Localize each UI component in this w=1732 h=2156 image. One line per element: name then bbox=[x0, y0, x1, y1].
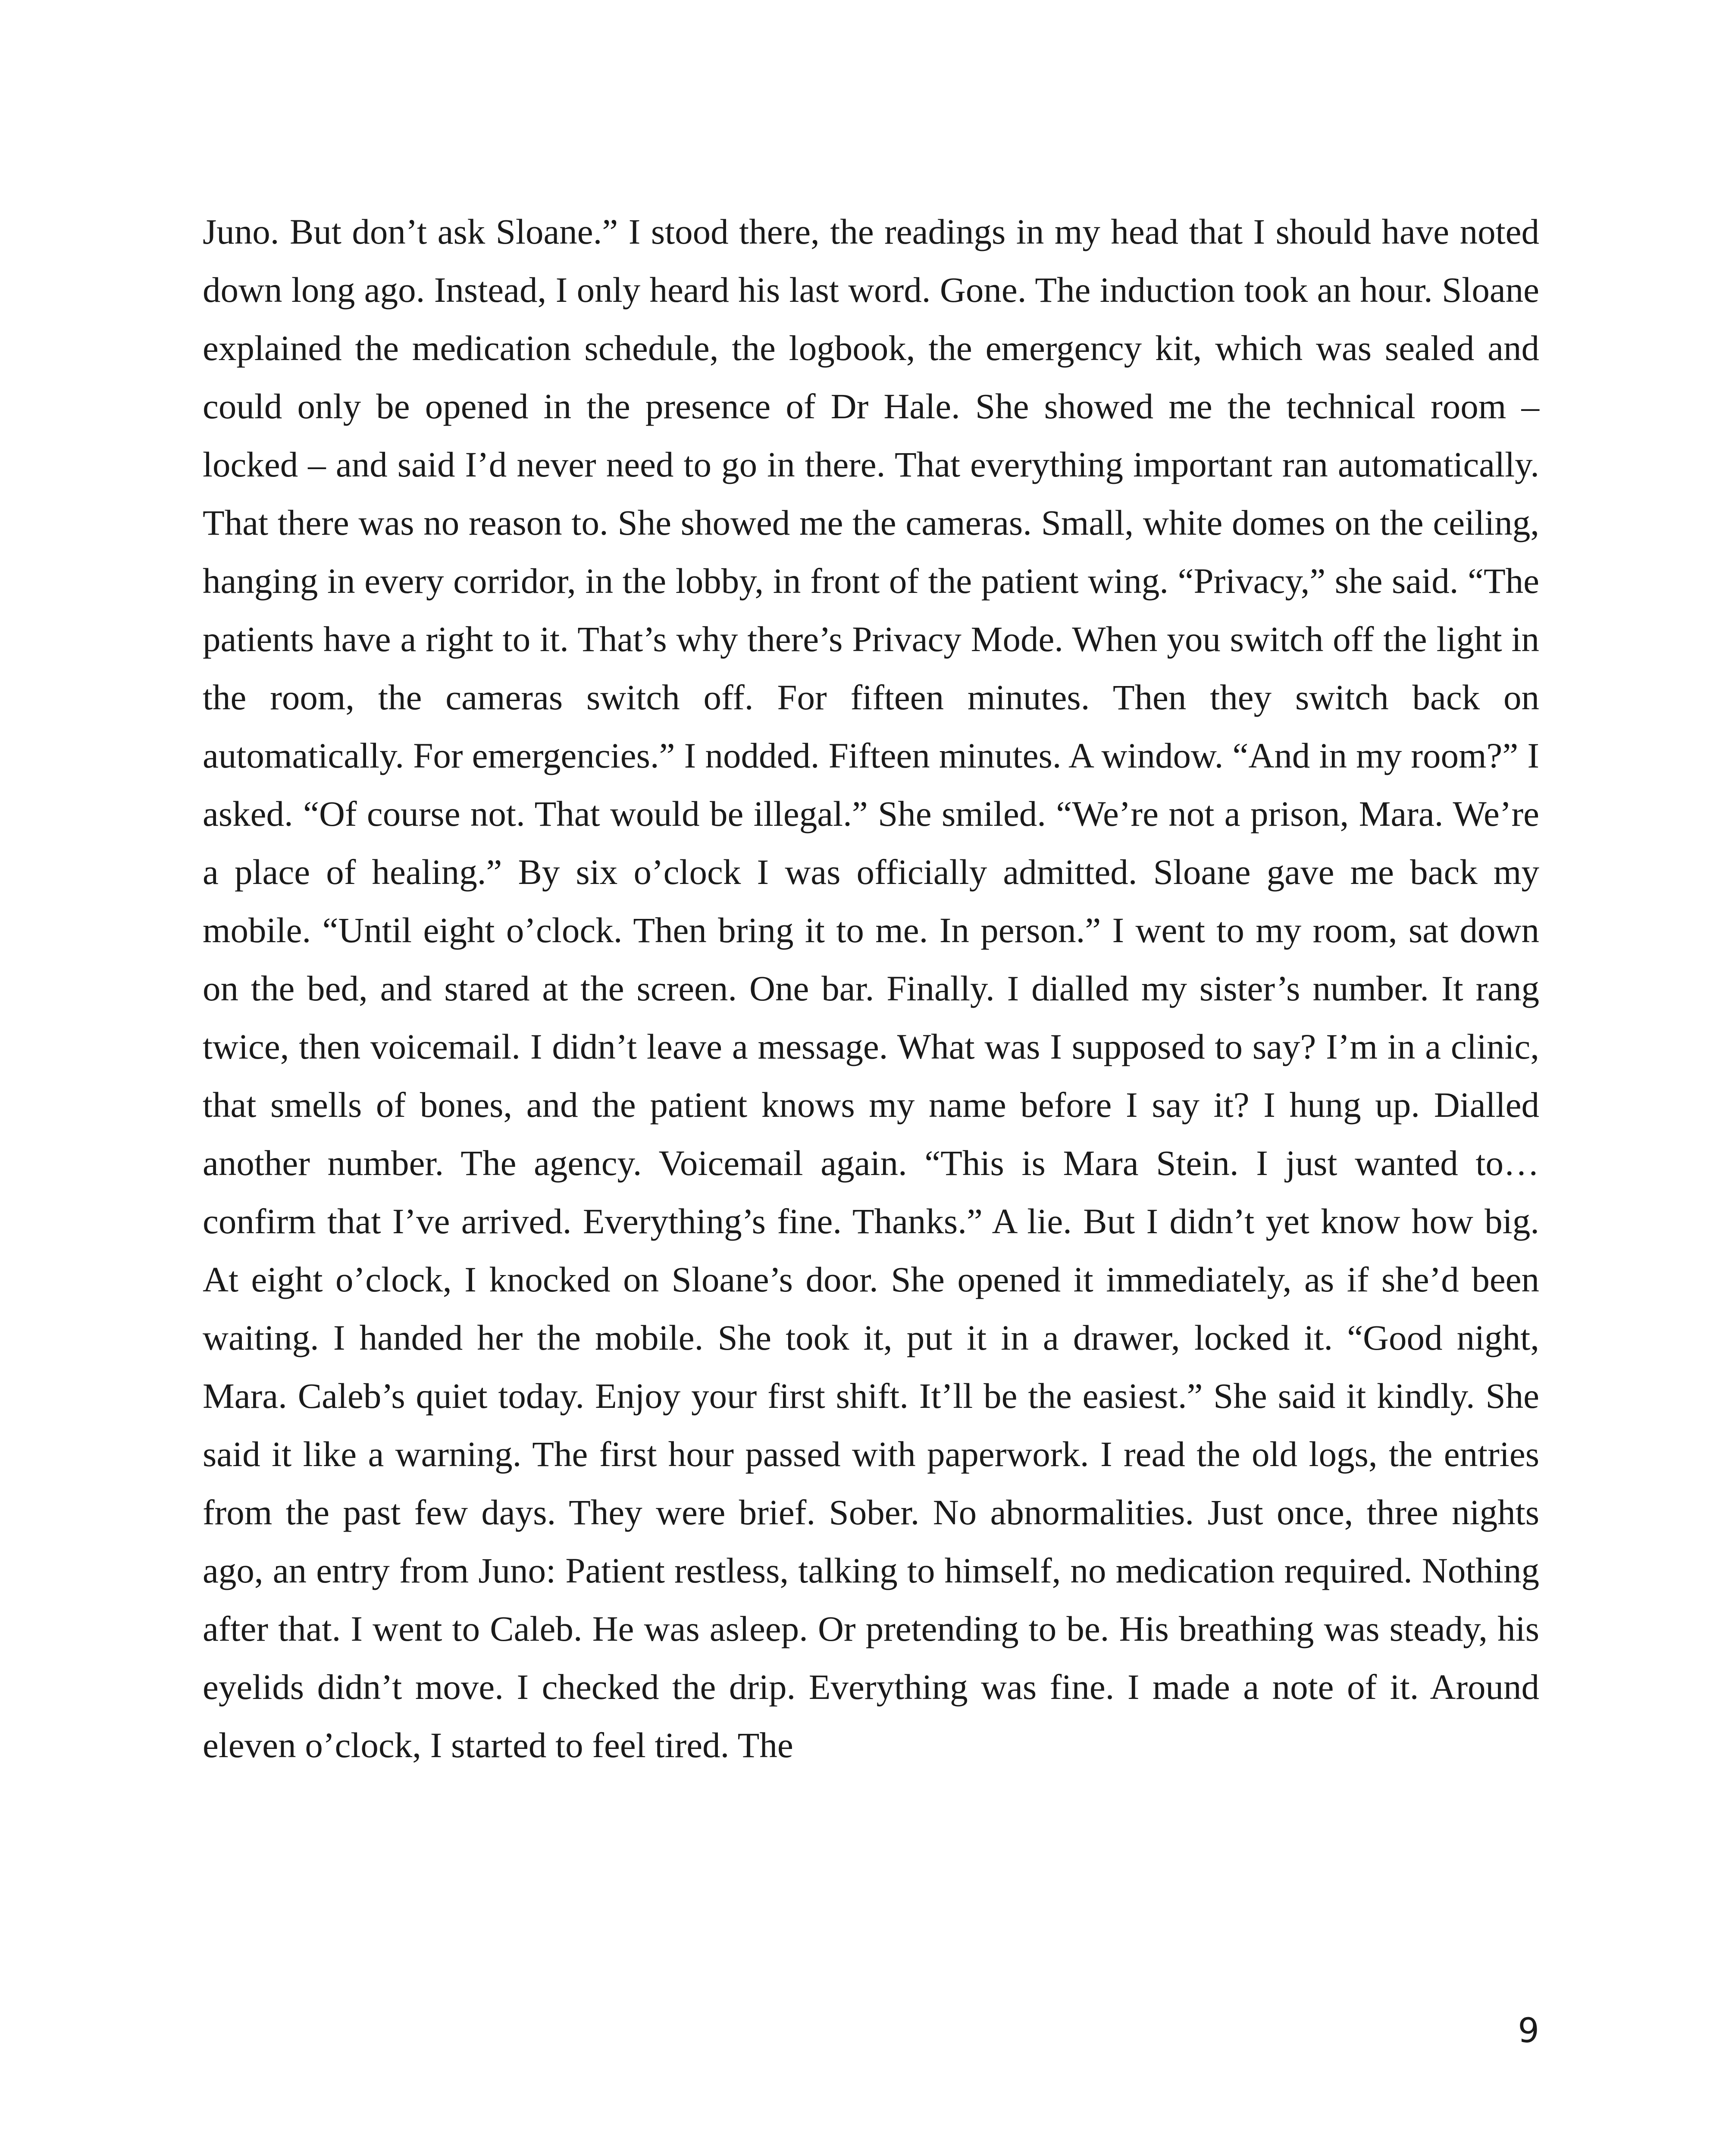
body-paragraph: Juno. But don’t ask Sloane.” I stood there, the readings in my head that I should have noted down long ago. Instead, I only heard his last word. Gone. The induction took an hour. Sloane explained the medication schedule, the logbook, the emergency kit, which was sealed and could only be opened in the presence of Dr Hale. She showed me the technical room – locked – and said I’d never need to go in there. That everything important ran automatically. That there was no reason to. She showed me the cameras. Small, white domes on the ceiling, hanging in every corridor, in the lobby, in front of the patient wing. “Privacy,” she said. “The patients have a right to it. That’s why there’s Privacy Mode. When you switch off the light in the room, the cameras switch off. For fifteen minutes. Then they switch back on automatically. For emergencies.” I nodded. Fifteen minutes. A window. “And in my room?” I asked. “Of course not. That would be illegal.” She smiled. “We’re not a prison, Mara. We’re a place of healing.” By six o’clock I was officially admitted. Sloane gave me back my mobile. “Until eight o’clock. Then bring it to me. In person.” I went to my room, sat down on the bed, and stared at the screen. One bar. Finally. I dialled my sister’s number. It rang twice, then voicemail. I didn’t leave a message. What was I supposed to say? I’m in a clinic, that smells of bones, and the patient knows my name before I say it? I hung up. Dialled another number. The agency. Voicemail again. “This is Mara Stein. I just wanted to… confirm that I’ve arrived. Everything’s fine. Thanks.” A lie. But I didn’t yet know how big. At eight o’clock, I knocked on Sloane’s door. She opened it immediately, as if she’d been waiting. I handed her the mobile. She took it, put it in a drawer, locked it. “Good night, Mara. Caleb’s quiet today. Enjoy your first shift. It’ll be the easiest.” She said it kindly. She said it like a warning. The first hour passed with paperwork. I read the old logs, the entries from the past few days. They were brief. Sober. No abnormalities. Just once, three nights ago, an entry from Juno: Patient restless, talking to himself, no medication required. Nothing after that. I went to Caleb. He was asleep. Or pretending to be. His breathing was steady, his eyelids didn’t move. I checked the drip. Everything was fine. I made a note of it. Around eleven o’clock, I started to feel tired. The bbox=[203, 212, 1539, 1765]
page-number: 9 bbox=[1518, 2012, 1539, 2050]
